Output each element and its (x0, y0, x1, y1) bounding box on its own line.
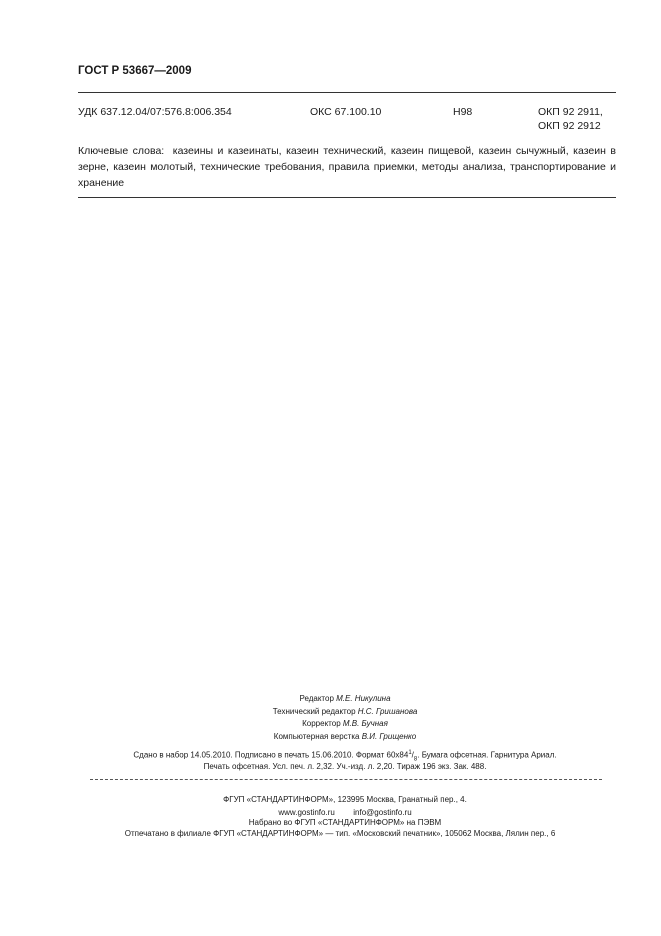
credit-name: В.И. Грищенко (361, 731, 417, 741)
print-info-text: . Бумага офсетная. Гарнитура Ариал. (417, 750, 557, 760)
keywords-text: казеины и казеинаты, казеин технический, казеин пищевой, казеин сычужный, казеин в зерне, казеин молотый, технические требования, правила приемки, методы анализа, транспортирование и хранение (78, 145, 616, 189)
credit-tech-editor (200, 706, 490, 719)
credit-name: М.Е. Никулина (336, 694, 391, 703)
imprint-divider (90, 779, 602, 780)
publisher-contacts (60, 808, 630, 817)
keywords-label: Ключевые слова: (78, 145, 165, 157)
print-info-text: Сдано в набор 14.05.2010. Подписано в печать 15.06.2010. Формат 60x84 (133, 750, 409, 760)
document-number: ГОСТ Р 53667—2009 (78, 65, 192, 77)
credit-proofreader (200, 718, 490, 731)
format-fraction-den: 8 (413, 756, 418, 763)
credit-role: Компьютерная верстка (273, 731, 360, 741)
print-info-line-1: Сдано в набор 14.05.2010. Подписано в печать 15.06.2010. Формат $60x84^1/_8$. Бумага офсетная. Гарнитура Ариал. (133, 750, 557, 763)
publisher-email: info@gostinfo.ru (353, 808, 412, 817)
udk-code: УДК 637.12.04/07:576.8:006.354 (78, 106, 232, 118)
keywords-block (78, 143, 616, 191)
oks-code: ОКС 67.100.10 (310, 106, 382, 118)
credit-role: Редактор (299, 694, 334, 703)
credit-role: Технический редактор (272, 706, 356, 716)
credit-name: М.В. Бучная (342, 719, 388, 728)
okp-code-1: ОКП 92 2911, (538, 106, 603, 118)
keywords-divider (78, 197, 616, 198)
credit-editor (200, 693, 490, 706)
credit-name: Н.С. Гришанова (357, 706, 418, 716)
print-info-line-2: Печать офсетная. Усл. печ. л. 2,32. Уч.-изд. л. 2,20. Тираж 196 экз. Зак. 488. (203, 762, 487, 771)
publisher-site: www.gostinfo.ru (278, 808, 335, 817)
typeset-info: Набрано во ФГУП «СТАНДАРТИНФОРМ» на ПЭВМ (248, 818, 442, 827)
format-fraction-num: 1 (408, 750, 412, 756)
group-code: Н98 (453, 106, 473, 118)
credits-block (200, 693, 490, 743)
publisher-address: ФГУП «СТАНДАРТИНФОРМ», 123995 Москва, Гранатный пер., 4. (223, 795, 467, 804)
header-divider (78, 92, 616, 93)
printed-info: Отпечатано в филиале ФГУП «СТАНДАРТИНФОРМ» — тип. «Московский печатник», 105062 Москва, Лялин пер., 6 (124, 829, 556, 838)
credit-layout (200, 731, 490, 744)
okp-code-2: ОКП 92 2912 (538, 120, 601, 132)
credit-role: Корректор (302, 719, 341, 728)
